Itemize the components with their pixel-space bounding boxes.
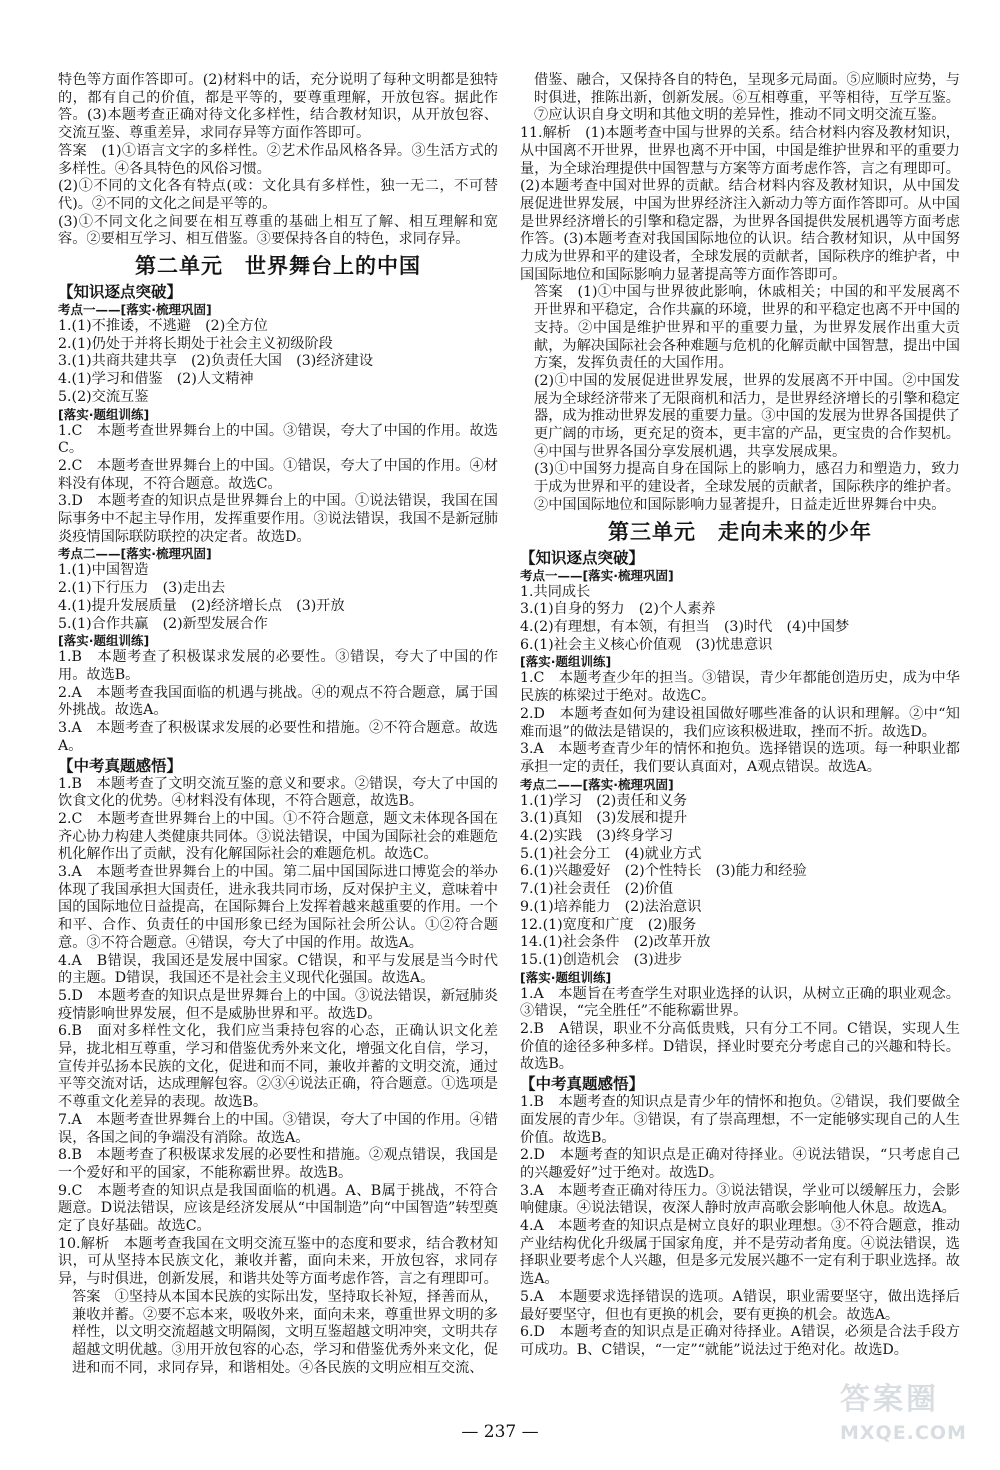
answer-item: 7.A 本题考查世界舞台上的中国。③错误，夸大了中国的作用。④错误，各国之间的争端没有消除。故选A。 (58, 1111, 498, 1146)
answer-item: 1.(1)不推诿，不逃避 (2)全方位 (58, 318, 268, 335)
answer-item: 5.(2)交流互鉴 (58, 388, 149, 405)
paragraph: 答案 (1)①语言文字的多样性。②艺术作品风格各异。③生活方式的多样性。④各具特色的风俗习惯。 (58, 142, 498, 177)
answer-item: 2.(1)下行压力 (3)走出去 (58, 580, 226, 597)
answer-item: 1.B 本题考查的知识点是青少年的情怀和抱负。②错误，我们要做全面发展的青少年。③错误，有了崇高理想，不一定能够实现自己的人生价值。故选B。 (520, 1094, 960, 1146)
answer-item: 2.D 本题考查如何为建设祖国做好哪些准备的认识和理解。②中“知难而退”的做法是错误的，我们应该积极进取，挫而不折。故选D。 (520, 705, 960, 740)
answer-item: 3.A 本题考查青少年的情怀和抱负。选择错误的选项。每一种职业都承担一定的责任，我们要认真面对，A观点错误。故选A。 (520, 741, 960, 775)
unit-title: 第二单元 世界舞台上的中国 (135, 254, 421, 279)
answer-item: 5.A 本题要求选择错误的选项。A错误，职业需要坚守，做出选择后最好要坚守，但也有更换的机会，要有更换的机会。故选A。 (520, 1288, 960, 1323)
answer-item: 1.C 本题考查少年的担当。③错误，青少年都能创造历史，成为中华民族的栋梁过于绝对。故选C。 (520, 670, 960, 705)
answer-item: 11.解析 (1)本题考查中国与世界的关系。结合材料内容及教材知识，从中国离不开世界，世界也离不开中国，中国是维护世界和平的重要力量，为全球治理提供中国智慧与方案等方面考虑作答，言之有理即可。(2)本题考查中国对世界的贡献。结合材料内容及教材知识，从中国发展促进世界发展，中国为世界经济注入新动力等方面作答即可。从中国是世界经济增长的引擎和稳定器，为世界各国提供发展机遇等方面考虑作答。(3)本题考查对我国国际地位的认识。结合教材知识，从中国努力成为世界和平的建设者，全球发展的贡献者，国际秩序的维护者，中国国际地位和国际影响力显著提高等方面作答即可。 (520, 125, 960, 283)
answer-text: (2)①中国的发展促进世界发展，世界的发展离不开中国。②中国发展为全球经济带来了无限商机和活力，是世界经济增长的引擎和稳定器，成为推动世界发展的重要力量。③中国的发展为世界各国提供了更广阔的市场，更充足的资本，更丰富的产品，更宝贵的合作契机。④中国与世界各国分享发展机遇，共享发展成果。 (534, 372, 960, 460)
page-number: — 237 — (461, 1422, 539, 1442)
answer-text: 借鉴、融合，又保持各自的特色，呈现多元局面。⑤应顺时应势，与时俱进，推陈出新，创新发展。⑥互相尊重，平等相待，互学互鉴。⑦应认识自身文明和其他文明的差异性，推动不同文明交流互鉴。 (534, 72, 960, 124)
subsection-heading: [落实·题组训练] (520, 654, 612, 670)
answer-item: 14.(1)社会条件 (2)改革开放 (520, 934, 711, 951)
answer-item: 2.(1)仍处于并将长期处于社会主义初级阶段 (58, 335, 333, 352)
answer-item: 4.A B错误，我国还是发展中国家。C错误，和平与发展是当今时代的主题。D错误，我国还不是社会主义现代化强国。故选A。 (58, 952, 498, 987)
answer-item: 8.B 本题考查了积极谋求发展的必要性和措施。②观点错误，我国是一个爱好和平的国家，不能称霸世界。故选B。 (58, 1147, 498, 1181)
paragraph: (3)①不同文化之间要在相互尊重的基础上相互了解、相互理解和宽容。②要相互学习、相互借鉴。③要保持各自的特色，求同存异。 (58, 213, 498, 248)
subsection-heading: 考点一——[落实·梳理巩固] (58, 302, 212, 318)
section-heading: 【知识逐点突破】 (58, 283, 183, 302)
answer-item: 5.D 本题考查的知识点是世界舞台上的中国。③说法错误，新冠肺炎疫情影响世界发展，但不是威胁世界和平。故选D。 (58, 987, 498, 1022)
subsection-heading: 考点二——[落实·梳理巩固] (520, 776, 674, 792)
answer-item: 3.(1)自身的努力 (2)个人素养 (520, 601, 716, 618)
subsection-heading: 考点一——[落实·梳理巩固] (520, 567, 674, 583)
answer-item: 10.解析 本题考查我国在文明交流互鉴中的态度和要求，结合教材知识，可从坚持本民族文化，兼收并蓄，面向未来，开放包容，求同存异，与时俱进，创新发展，和谐共处等方面考虑作答，言之有理即可。 (58, 1235, 498, 1288)
answer-item: 4.(2)实践 (3)终身学习 (520, 828, 674, 845)
subsection-heading: 考点二——[落实·梳理巩固] (58, 546, 212, 562)
paragraph: 特色等方面作答即可。(2)材料中的话，充分说明了每种文明都是独特的，都有自己的价值，都是平等的，要尊重理解，开放包容。据此作答。(3)本题考查正确对待文化多样性，结合教材知识，从开放包容、交流互鉴、尊重差异，求同存异等方面作答即可。 (58, 72, 498, 142)
unit-title: 第三单元 走向未来的少年 (608, 519, 872, 544)
answer-item: 12.(1)宽度和广度 (2)服务 (520, 916, 697, 933)
left-column (58, 72, 498, 1377)
answer-item: 1.C 本题考查世界舞台上的中国。③错误，夸大了中国的作用。故选C。 (58, 422, 498, 457)
answer-item: 3.D 本题考查的知识点是世界舞台上的中国。①说法错误，我国在国际事务中不起主导作用，发挥重要作用。③说法错误，我国不是新冠肺炎疫情国际联防联控的决定者。故选D。 (58, 493, 498, 545)
answer-item: 4.(2)有理想，有本领，有担当 (3)时代 (4)中国梦 (520, 618, 850, 635)
paragraph: (2)①不同的文化各有特点(或：文化具有多样性，独一无二，不可替代)。②不同的文化之间是平等的。 (58, 178, 498, 212)
answer-item: 4.(1)学习和借鉴 (2)人文精神 (58, 371, 254, 388)
answer-item: 4.A 本题考查的知识点是树立良好的职业理想。③不符合题意，推动产业结构优化升级属于国家角度，并不是劳动者角度。④说法错误，选择职业要考虑个人兴趣，但是多元发展兴趣不一定有利于职业选择。故选A。 (520, 1218, 960, 1288)
answer-item: 3.A 本题考查世界舞台上的中国。第二届中国国际进口博览会的举办体现了我国承担大国责任，进永我共同市场，反对保护主义，意味着中国的国际地位日益提高，在国际舞台上发挥着越来越重要的作用。一个和平、合作、负责任的中国形象已经为国际社会所公认。①②符合题意。③不符合题意。④错误，夸大了中国的作用。故选A。 (58, 864, 498, 951)
answer-item: 5.(1)合作共赢 (2)新型发展合作 (58, 615, 268, 632)
answer-item: 1.A 本题旨在考查学生对职业选择的认识，从树立正确的职业观念。③错误，“完全胜任”不能称霸世界。 (520, 985, 960, 1020)
answer-item: 1.(1)学习 (2)责任和义务 (520, 792, 688, 809)
answer-text: (3)①中国努力提高自身在国际上的影响力，感召力和塑造力，致力于成为世界和平的建设者，全球发展的贡献者，国际秩序的维护者。②中国国际地位和国际影响力显著提升，日益走近世界舞台中央。 (534, 461, 960, 513)
section-heading: 【中考真题感悟】 (520, 1075, 645, 1094)
right-column (520, 72, 960, 1360)
answer-item: 3.A 本题考查了积极谋求发展的必要性和措施。②不符合题意。故选A。 (58, 720, 498, 754)
watermark-logo (840, 1380, 990, 1460)
subsection-heading: [落实·题组训练] (58, 406, 150, 422)
answer-item: 6.B 面对多样性文化，我们应当秉持包容的心态，正确认识文化差异，拢北相互尊重，学习和借鉴优秀外来文化，增强文化自信，学习，宣传并弘扬本民族的文化，促进和而不同，兼收并蓄的文明交流，通过平等交流对话，达成理解包容。②③④说法正确，符合题意。①选项是不尊重文化差异的表现。故选B。 (58, 1023, 498, 1111)
answer-item: 6.(1)社会主义核心价值观 (3)忧患意识 (520, 636, 773, 653)
answer-text: 答案 ①坚持从本国本民族的实际出发，坚持取长补短，择善而从，兼收并蓄。②要不忘本来，吸收外来，面向未来，尊重世界文明的多样性，以文明交流超越文明隔阂，文明互鉴超越文明冲突，文明共存超越文明优越。③用开放包容的心态，学习和借鉴优秀外来文化，促进和而不同，求同存异，和谐相处。④各民族的文明应相互交流、 (72, 1288, 498, 1376)
answer-item: 3.(1)真知 (3)发展和提升 (520, 810, 688, 827)
answer-item: 2.B A错误，职业不分高低贵贱，只有分工不同。C错误，实现人生价值的途径多种多样。D错误，择业时要充分考虑自己的兴趣和特长。故选B。 (520, 1021, 960, 1073)
answer-item: 3.A 本题考查正确对待压力。③说法错误，学业可以缓解压力，会影响健康。④说法错误，夜深人静时放声高歌会影响他人休息。故选A。 (520, 1182, 960, 1217)
answer-item: 15.(1)创造机会 (3)进步 (520, 951, 683, 968)
answer-item: 2.C 本题考查世界舞台上的中国。①不符合题意，题文未体现各国在齐心协力构建人类健康共同体。③说法错误，中国为国际社会的难题危机化解作出了贡献，没有化解国际社会的难题危机。故选C。 (58, 810, 498, 863)
answer-item: 7.(1)社会责任 (2)价值 (520, 881, 674, 898)
answer-item: 4.(1)提升发展质量 (2)经济增长点 (3)开放 (58, 597, 345, 614)
watermark-text: 答案圈 (840, 1382, 939, 1417)
answer-item: 6.D 本题考查的知识点是正确对待择业。A错误，必须是合法手段方可成功。B、C错误，“一定”“就能”说法过于绝对化。故选D。 (520, 1324, 960, 1358)
answer-item: 2.D 本题考查的知识点是正确对待择业。④说法错误，“只考虑自己的兴趣爱好”过于绝对。故选D。 (520, 1147, 960, 1181)
answer-item: 1.共同成长 (520, 583, 591, 600)
answer-text: 答案 (1)①中国与世界彼此影响，休戚相关；中国的和平发展离不开世界和平稳定，合作共赢的环境，世界的和平稳定也离不开中国的支持。②中国是维护世界和平的重要力量，为世界发展作出重大贡献，为解决国际社会各种难题与危机的化解贡献中国智慧，提出中国方案，发挥负责任的大国作用。 (534, 284, 960, 372)
subsection-heading: [落实·题组训练] (58, 633, 150, 649)
answer-item: 5.(1)社会分工 (4)就业方式 (520, 845, 702, 862)
section-heading: 【中考真题感悟】 (58, 756, 183, 775)
answer-item: 2.A 本题考查我国面临的机遇与挑战。④的观点不符合题意，属于国外挑战。故选A。 (58, 684, 498, 719)
answer-item: 1.(1)中国智造 (58, 562, 149, 579)
answer-item: 6.(1)兴趣爱好 (2)个性特长 (3)能力和经验 (520, 863, 807, 880)
section-heading: 【知识逐点突破】 (520, 548, 645, 567)
answer-item: 1.B 本题考查了文明交流互鉴的意义和要求。②错误，夸大了中国的饮食文化的优势。④材料没有体现，不符合题意，故选B。 (58, 775, 498, 810)
answer-item: 9.(1)培养能力 (2)法治意识 (520, 898, 702, 915)
answer-item: 2.C 本题考查世界舞台上的中国。①错误，夸大了中国的作用。④材料没有体现，不符合题意。故选C。 (58, 457, 498, 492)
answer-item: 9.C 本题考查的知识点是我国面临的机遇。A、B属于挑战，不符合题意。D说法错误，应该是经济发展从“中国制造”向“中国智造”转型奠定了良好基础。故选C。 (58, 1182, 498, 1235)
subsection-heading: [落实·题组训练] (520, 969, 612, 985)
answer-item: 1.B 本题考查了积极谋求发展的必要性。③错误，夸大了中国的作用。故选B。 (58, 649, 498, 683)
answer-item: 3.(1)共商共建共享 (2)负责任大国 (3)经济建设 (58, 353, 374, 370)
watermark-url: MXQE.COM (840, 1422, 967, 1444)
